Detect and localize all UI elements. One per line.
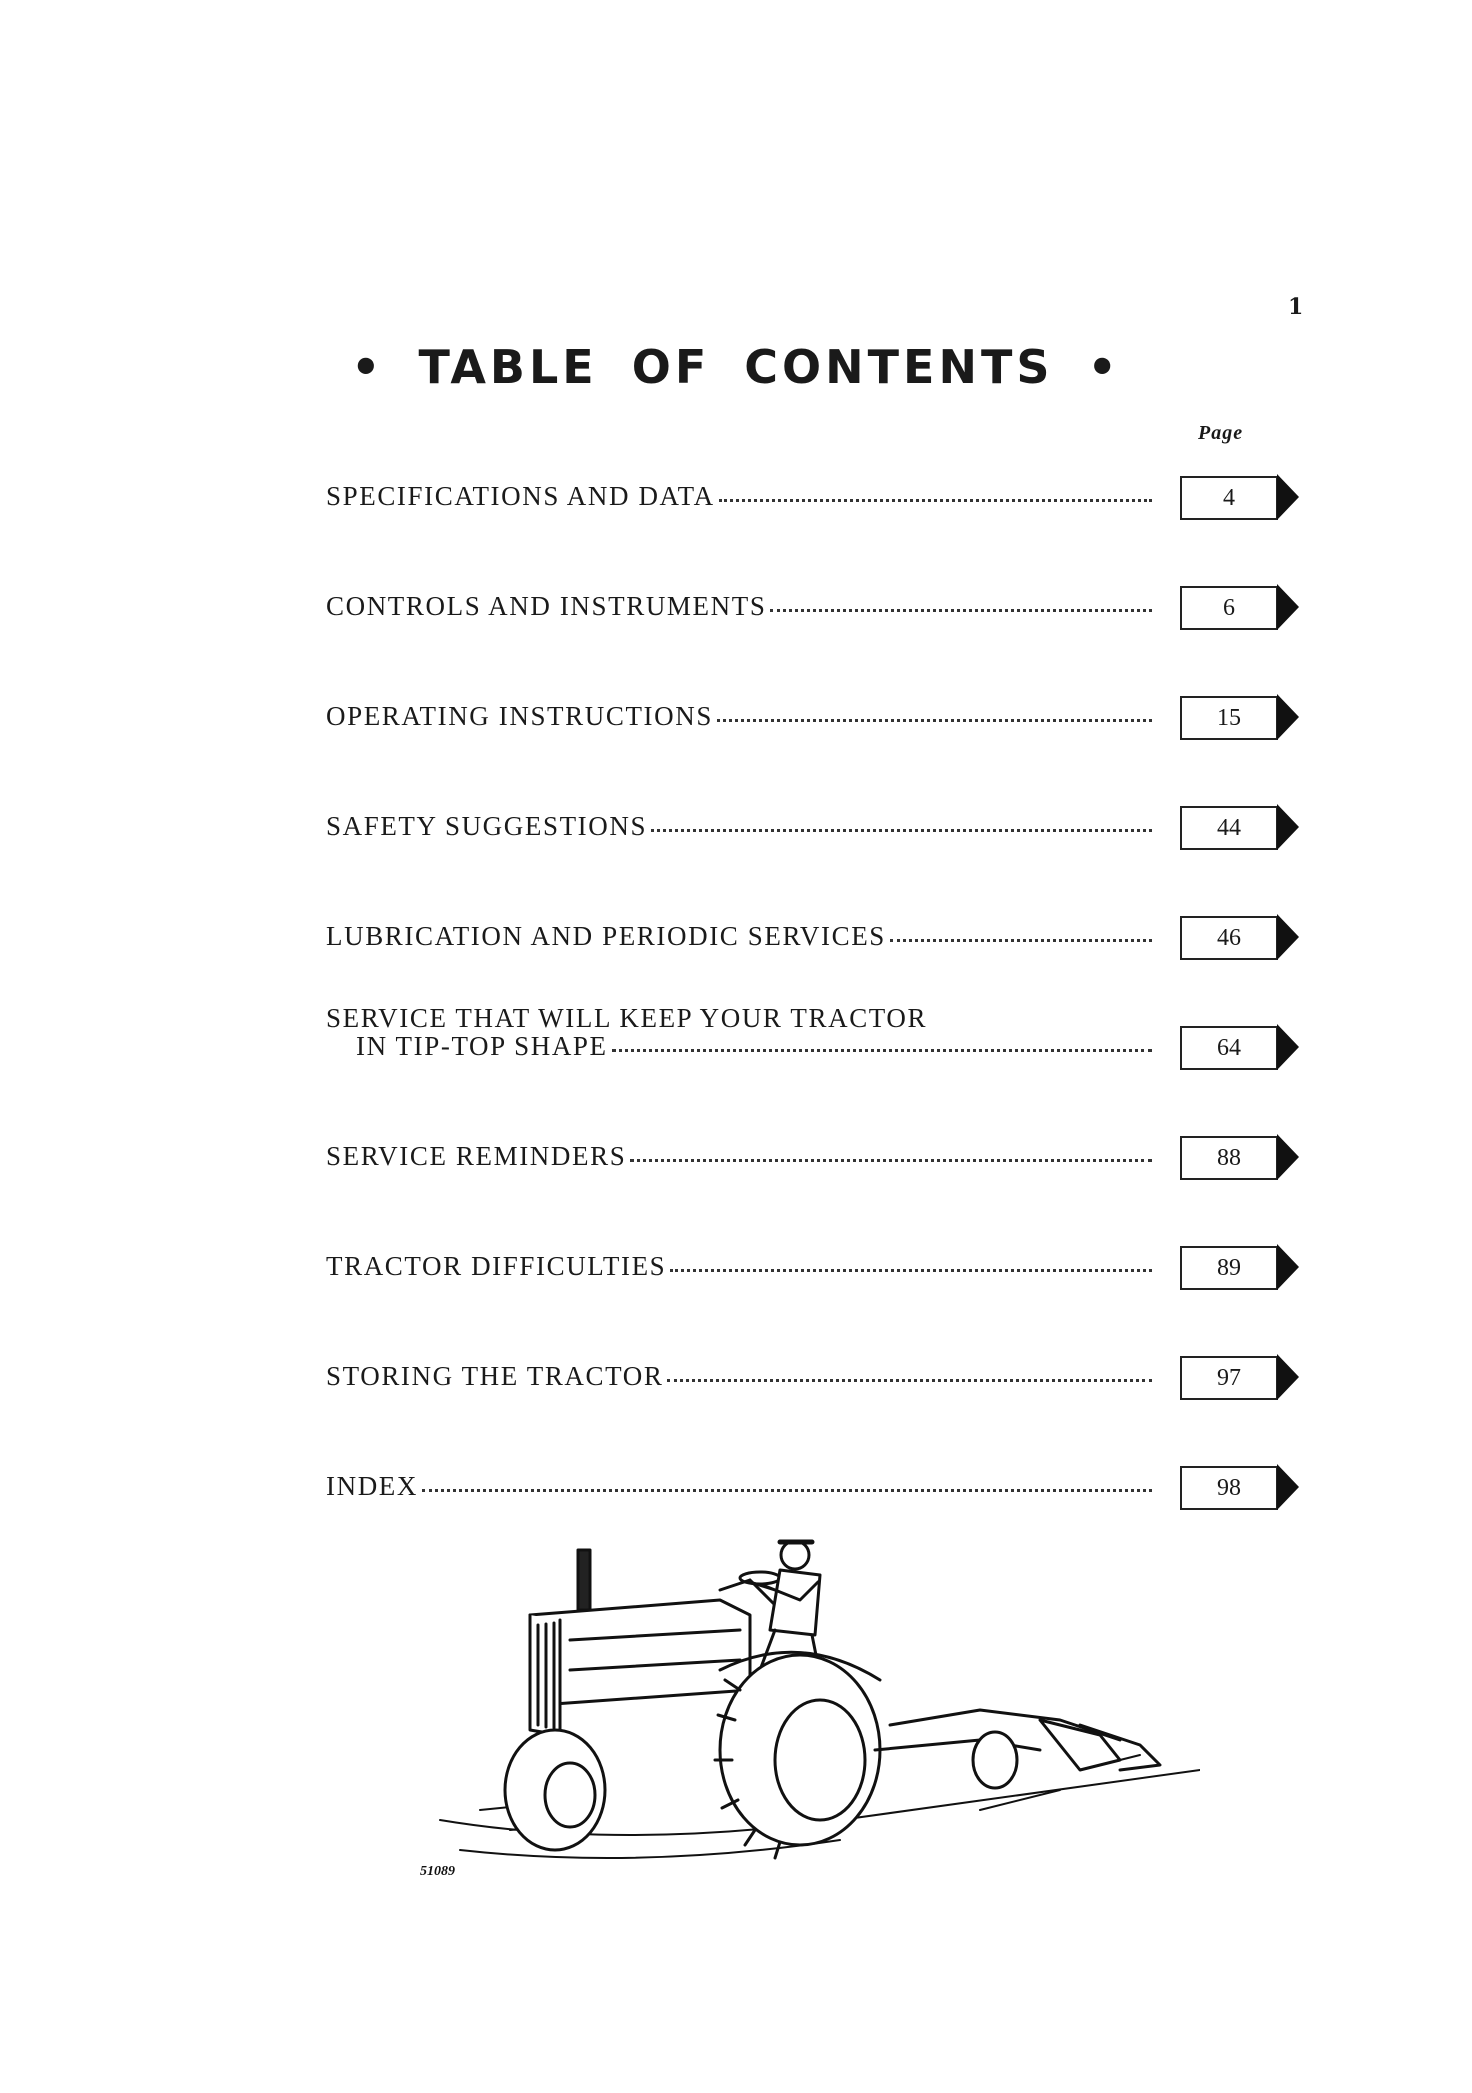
toc-entry-safety[interactable] — [326, 790, 1306, 850]
dot-leader — [890, 939, 1152, 942]
page-column-label: Page — [1198, 422, 1244, 444]
toc-entry-label: SERVICE REMINDERS — [326, 1141, 627, 1171]
toc-page-box: 44 — [1180, 806, 1278, 850]
toc-entry-index[interactable] — [326, 1450, 1306, 1510]
toc-entry-reminders[interactable] — [326, 1120, 1306, 1180]
dot-leader — [422, 1489, 1152, 1492]
arrow-right-icon — [1277, 1464, 1299, 1510]
dot-leader — [770, 609, 1152, 612]
toc-entry-operating[interactable] — [326, 680, 1306, 740]
toc-entry-label: STORING THE TRACTOR — [326, 1361, 664, 1391]
toc-page-box: 98 — [1180, 1466, 1278, 1510]
dot-leader — [667, 1379, 1152, 1382]
toc-entry-label: IN TIP-TOP SHAPE — [356, 1031, 608, 1061]
toc-entry-label: CONTROLS AND INSTRUMENTS — [326, 591, 767, 621]
dot-leader — [651, 829, 1152, 832]
toc-entry-specifications[interactable] — [326, 460, 1306, 520]
dot-leader — [630, 1159, 1152, 1162]
arrow-right-icon — [1277, 694, 1299, 740]
toc-entry-label-line1: SERVICE THAT WILL KEEP YOUR TRACTOR — [326, 1003, 928, 1033]
arrow-right-icon — [1277, 914, 1299, 960]
toc-entry-label: LUBRICATION AND PERIODIC SERVICES — [326, 921, 886, 951]
toc-page-box: 88 — [1180, 1136, 1278, 1180]
dot-leader — [717, 719, 1152, 722]
arrow-right-icon — [1277, 1244, 1299, 1290]
dot-leader — [612, 1049, 1152, 1052]
toc-page-box: 46 — [1180, 916, 1278, 960]
arrow-right-icon — [1277, 804, 1299, 850]
toc-entry-difficulties[interactable] — [326, 1230, 1306, 1290]
toc-page-box: 97 — [1180, 1356, 1278, 1400]
toc-entry-label: TRACTOR DIFFICULTIES — [326, 1251, 667, 1281]
toc-entry-service[interactable] — [326, 1003, 1306, 1070]
arrow-right-icon — [1277, 474, 1299, 520]
page-number: 1 — [1288, 294, 1304, 320]
toc-entry-label: SAFETY SUGGESTIONS — [326, 811, 648, 841]
arrow-right-icon — [1277, 584, 1299, 630]
arrow-right-icon — [1277, 1134, 1299, 1180]
page-title: • TABLE OF CONTENTS • — [351, 340, 1121, 394]
toc-page-box: 64 — [1180, 1026, 1278, 1070]
toc-page-box: 4 — [1180, 476, 1278, 520]
toc-entry-label: INDEX — [326, 1471, 418, 1501]
arrow-right-icon — [1277, 1024, 1299, 1070]
toc-entry-storing[interactable] — [326, 1340, 1306, 1400]
tractor-plowing-icon — [420, 1520, 1200, 1880]
toc-entry-controls[interactable] — [326, 570, 1306, 630]
toc-page-box: 89 — [1180, 1246, 1278, 1290]
toc-entry-lubrication[interactable] — [326, 900, 1306, 960]
dot-leader — [719, 499, 1152, 502]
dot-leader — [670, 1269, 1152, 1272]
toc-page-box: 15 — [1180, 696, 1278, 740]
toc-entry-label: SPECIFICATIONS AND DATA — [326, 481, 715, 511]
toc-page-box: 6 — [1180, 586, 1278, 630]
arrow-right-icon — [1277, 1354, 1299, 1400]
illustration-caption: 51089 — [420, 1864, 455, 1879]
toc-entry-label: OPERATING INSTRUCTIONS — [326, 701, 713, 731]
